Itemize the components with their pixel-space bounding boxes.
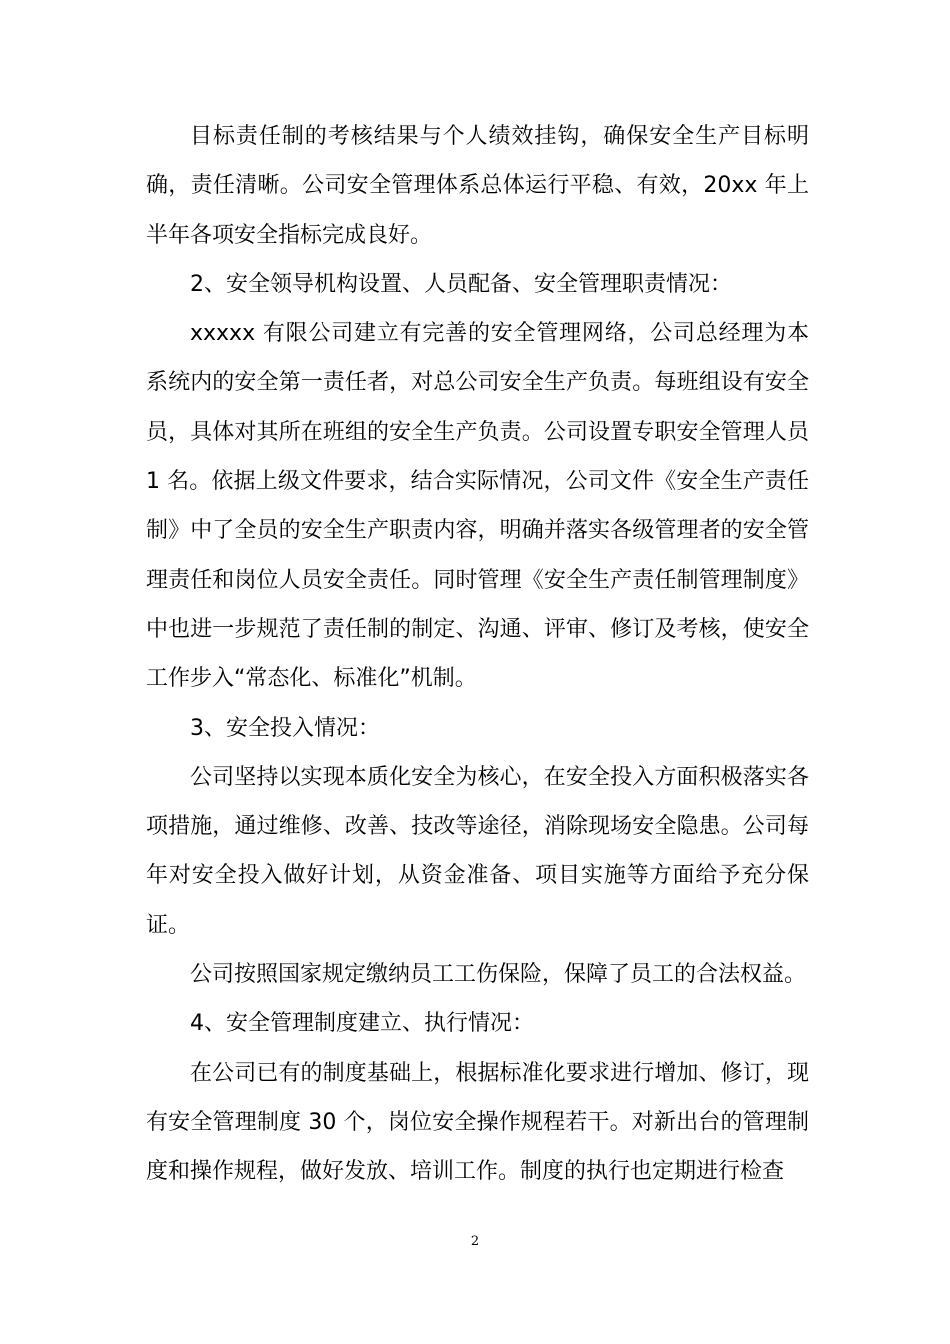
paragraph-injury-insurance: 公司按照国家规定缴纳员工工伤保险，保障了员工的合法权益。: [190, 962, 807, 988]
heading-management-system: 4、安全管理制度建立、执行情况：: [190, 1011, 534, 1037]
heading-safety-organization: 2、安全领导机构设置、人员配备、安全管理职责情况：: [190, 271, 732, 297]
heading-safety-investment: 3、安全投入情况：: [190, 715, 380, 741]
page-number: 2: [470, 1234, 480, 1249]
paragraph-safety-investment: 公司坚持以实现本质化安全为核心，在安全投入方面积极落实各项措施，通过维修、改善、技改等途径，消除现场安全隐患。公司每年对安全投入做好计划，从资金准备、项目实施等方面给予充分保证。: [146, 764, 809, 938]
document-body: [146, 112, 809, 1197]
paragraph-safety-organization: xxxxx 有限公司建立有完善的安全管理网络，公司总经理为本系统内的安全第一责任者，对总公司安全生产负责。每班组设有安全员，具体对其所在班组的安全生产负责。公司设置专职安全管理人员 1 名。依据上级文件要求，结合实际情况，公司文件《安全生产责任制》中了全员的安全生产职责内容，明确并落实各级管理者的安全管理责任和岗位人员安全责任。同时管理《安全生产责任制管理制度》中也进一步规范了责任制的制定、沟通、评审、修订及考核，使安全工作步入“常态化、标准化”机制。: [146, 321, 809, 692]
paragraph-management-system: 在公司已有的制度基础上，根据标准化要求进行增加、修订，现有安全管理制度 30 个，岗位安全操作规程若干。对新出台的管理制度和操作规程，做好发放、培训工作。制度的执行也定期进行检查: [146, 1060, 809, 1185]
paragraph-target-responsibility: 目标责任制的考核结果与个人绩效挂钩，确保安全生产目标明确，责任清晰。公司安全管理体系总体运行平稳、有效，20xx 年上半年各项安全指标完成良好。: [146, 124, 809, 248]
